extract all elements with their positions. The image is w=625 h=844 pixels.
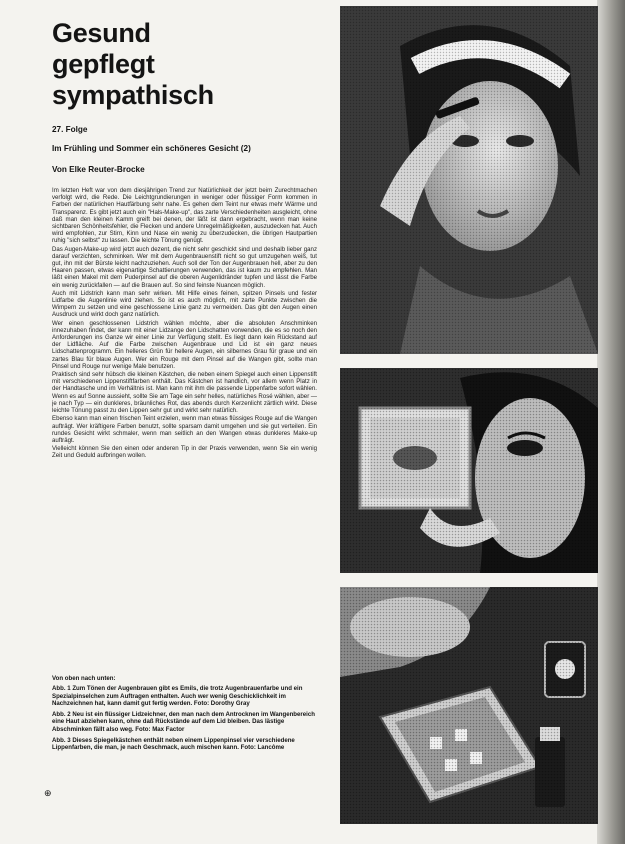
photo-3-illustration	[340, 587, 598, 824]
body-paragraph: Praktisch sind sehr hübsch die kleinen Kästchen, die neben einem Spiegel auch einen Lippenstift mit verschiedenen Lippenstiftfarben enthält. Das Kästchen ist handlich, vor allem wenn Platz in der Handtasche und im Verhältnis ist. Man kann mit ihm die passende Lippenfarbe sofort wählen. Wenn es auf Sonne aussieht, sollte Sie am Tage ein sehr helles, natürliches Rosé wählen, aber — je nach Typ — ein dunkleres, bräunliches Rot, das abends durch Kerzenlicht zärtlich wirkt. Diese leichte Tönung passt zu den Lippen sehr gut und wirkt sehr natürlich.	[52, 371, 317, 415]
photo-captions	[52, 675, 317, 756]
photo-lipstick-mirror-case	[340, 587, 598, 824]
series-number: 27. Folge	[52, 125, 88, 134]
page-binding-shadow	[597, 0, 625, 844]
article-title	[52, 18, 317, 111]
title-line-1: Gesund	[52, 18, 151, 48]
caption-2: Abb. 2 Neu ist ein flüssiger Lidzeichner, den man nach dem Antrocknen im Wangenbereich eine Haut abziehen kann, ohne daß Rückstände auf dem Lid bleiben. Das lästige Abschminken fällt also weg. Foto: Max Factor	[52, 711, 315, 733]
captions-heading: Von oben nach unten:	[52, 675, 116, 682]
body-paragraph: Im letzten Heft war von dem diesjährigen Trend zur Natürlichkeit der jetzt beim Zurechtmachen verfolgt wird, die Rede. Die Leichtgrundierungen in weniger oder flüssiger Form kommen in Farben der natürlichen Hautfärbung sehr nahe. Es gehen dem Teint nur etwas mehr Wärme und Transparenz. Es gibt jetzt auch ein "Hals-Make-up", das zarte Verschiedenheiten ausgleicht, ohne daß man den kleinen Kamm greift bei denen, der läßt ist dann ergebracht, wenn man keine sichtbaren Schönheitsfehler, die Flecken und andere Unregelmäßigkeiten, auszudecken hat. Auch wird empfohlen, zur Stirn, Kinn und Nase ein wenig zu überzudecken, die übrigen Hautpartien ruhig "sich selbst" zu lassen. Die leichte Tönung genügt.	[52, 187, 317, 245]
caption-3: Abb. 3 Dieses Spiegelkästchen enthält neben einem Lippenpinsel vier verschiedene Lippenfarben, die man, je nach Geschmack, auch mischen kann. Foto: Lancôme	[52, 737, 295, 752]
body-paragraph: Auch mit Lidstrich kann man sehr wirken. Mit Hilfe eines feinen, spitzen Pinsels und fester Lidfarbe die Augenlinie wird ziehen. So ist es auch möglich, mit zarte Punkte zwischen die Wimpern zu setzen und eine geschlossene Linie ganz zu vermeiden. Das gibt den Augen einen Ausdruck und wirkt doch ganz natürlich.	[52, 289, 317, 319]
body-paragraph: Vielleicht können Sie den einen oder anderen Tip in der Praxis verwenden, wenn Sie ein wenig Zeit und Geduld aufbringen wollen.	[52, 445, 317, 460]
page-mark-icon: ⊕	[44, 788, 52, 798]
body-paragraph: Wer einen geschlossenen Lidstrich wählen möchte, aber die absoluten Anschminken innezuhaben findet, der kann mit einer Lidzange den Lidschatten vorwenden, die es so noch den Anforderungen ins Ganze wir einer Linie zur Verfügung stellt. Es liegt dann kein Rückstand auf der Lidfläche. Auf die Farbe zwischen Augenbraue und Lid ist ein ganz neues Lidschattenprogramm. Ein helleres Grün für hellere Augen, ein silbernes Grau für graue und ein zartes Blau für blaue Augen. Wer ein Rouge mit dem Pinsel auf die Wangen gibt, sollte man Pinsel und Rouge nur wenige Male benutzen.	[52, 319, 317, 370]
body-paragraph: Das Augen-Make-up wird jetzt auch dezent, die nicht sehr geschickt sind und deshalb lieber ganz darauf verzichten, schminken. Wer mit dem Augenbrauenstift nicht so gut umzugehen weiß, tut gut, ihn mit der Bürste leicht nachzuziehen. Auch soll der Ton der Augenbrauen hell, aber zu den Haaren passen, etwas eigenartige Schattierungen verwenden, das ist kaum zu empfehlen. Man läßt einen Makel mit dem Puderpinsel auf die oberen Augenlidränder tupfen und lässt die Farbe ein wenig zurückfallen — auf die Brauen auf. So sind feinste Nuancen möglich.	[52, 245, 317, 289]
article-subtitle: Im Frühling und Sommer ein schöneres Gesicht (2)	[52, 144, 251, 153]
photo-woman-eyebrow-brush	[340, 6, 598, 354]
article-author: Von Elke Reuter-Brocke	[52, 165, 145, 174]
title-line-2: gepflegt	[52, 49, 155, 79]
caption-1: Abb. 1 Zum Tönen der Augenbrauen gibt es Emils, die trotz Augenbrauenfarbe und ein Spezialpinselchen zum Auftragen enthalten. Auch wer wenig Geschicklichkeit im Nachzeichnen hat, kann damit gut fertig werden. Foto: Dorothy Gray	[52, 685, 303, 707]
photo-2-illustration	[340, 368, 598, 573]
body-paragraph: Ebenso kann man einen frischen Teint erzielen, wenn man etwas flüssiges Rouge auf die Wangen aufträgt. Wer kräftigere Farben benutzt, sollte sparsam damit umgehen und sie gut verteilen. Ein rundes Gesicht wirkt schmaler, wenn man seitlich an den Wangen etwas dunkleres Make-up aufträgt.	[52, 415, 317, 444]
photo-woman-eyeliner-mirror	[340, 368, 598, 573]
article-header	[52, 18, 317, 174]
article-body	[52, 187, 317, 657]
photo-1-illustration	[340, 6, 598, 354]
title-line-3: sympathisch	[52, 80, 214, 110]
